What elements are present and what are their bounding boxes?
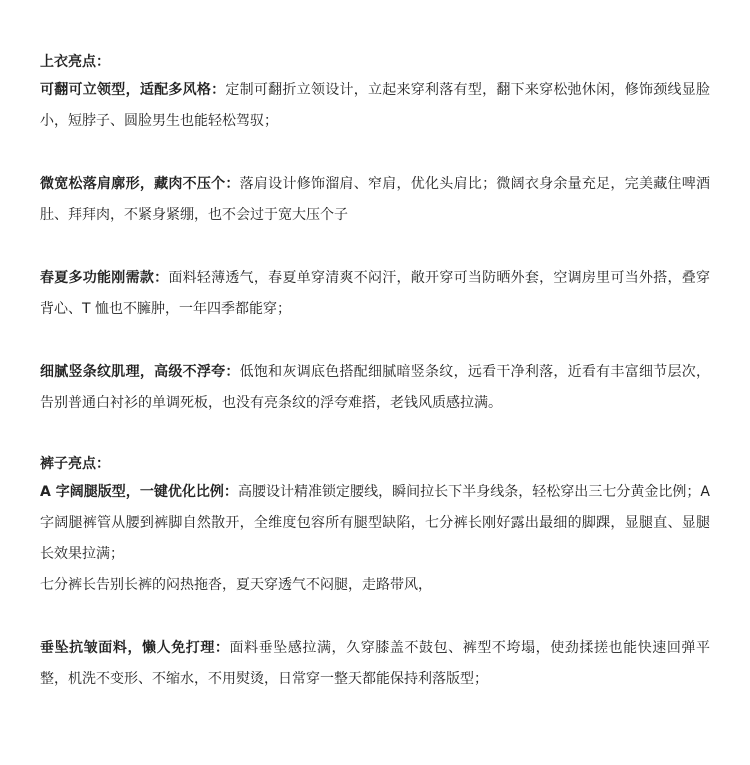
pants-highlights-heading: 裤子亮点： [40,456,110,472]
top-highlights-heading: 上衣亮点： [40,54,110,70]
pants-highlight-fabric-lead: 垂坠抗皱面料，懒人免打理： [40,640,230,656]
top-highlight-collar-lead: 可翻可立领型，适配多风格： [40,82,226,98]
pants-highlight-fit-lead: A 字阔腿版型，一键优化比例： [40,484,238,500]
top-highlight-shoulder-lead: 微宽松落肩廓形，藏肉不压个： [40,176,240,192]
pants-highlight-fabric-body: 面料垂坠感拉满，久穿膝盖不鼓包、裤型不垮塌，使劲揉搓也能快速回弹平整，机洗不变形、不缩水，不用熨烫，日常穿一整天都能保持利落版型； [40,640,711,687]
top-highlight-shoulder-body: 落肩设计修饰溜肩、窄肩，优化头肩比；微阔衣身余量充足，完美藏住啤酒肚、拜拜肉，不紧身紧绷，也不会过于宽大压个子 [40,176,711,223]
top-highlight-stripe-body: 低饱和灰调底色搭配细腻暗竖条纹，远看干净利落，近看有丰富细节层次，告别普通白衬衫的单调死板，也没有亮条纹的浮夸难搭，老钱风质感拉满。 [40,364,711,411]
pants-highlight-length: 七分裤长告别长裤的闷热拖沓，夏天穿透气不闷腿，走路带风， [40,577,432,593]
top-highlight-shoulder [40,169,710,231]
pants-highlight-fit [40,477,710,570]
top-highlight-stripe-lead: 细腻竖条纹肌理，高级不浮夸： [40,364,240,380]
top-highlight-stripe [40,357,710,419]
pants-highlight-fit-body: 高腰设计精准锁定腰线，瞬间拉长下半身线条，轻松穿出三七分黄金比例；A 字阔腿裤管从腰到裤脚自然散开，全维度包容所有腿型缺陷，七分裤长刚好露出最细的脚踝，显腿直、显腿长效果拉满； [40,484,711,562]
pants-highlight-fabric [40,633,710,695]
top-highlight-season-lead: 春夏多功能刚需款： [40,270,169,286]
top-highlight-season [40,263,710,325]
top-highlight-season-body: 面料轻薄透气，春夏单穿清爽不闷汗，敞开穿可当防晒外套，空调房里可当外搭，叠穿背心、T 恤也不臃肿，一年四季都能穿； [40,270,711,317]
top-highlight-collar [40,75,710,137]
top-highlight-collar-body: 定制可翻折立领设计，立起来穿利落有型，翻下来穿松弛休闲，修饰颈线显脸小，短脖子、圆脸男生也能轻松驾驭； [40,82,710,129]
